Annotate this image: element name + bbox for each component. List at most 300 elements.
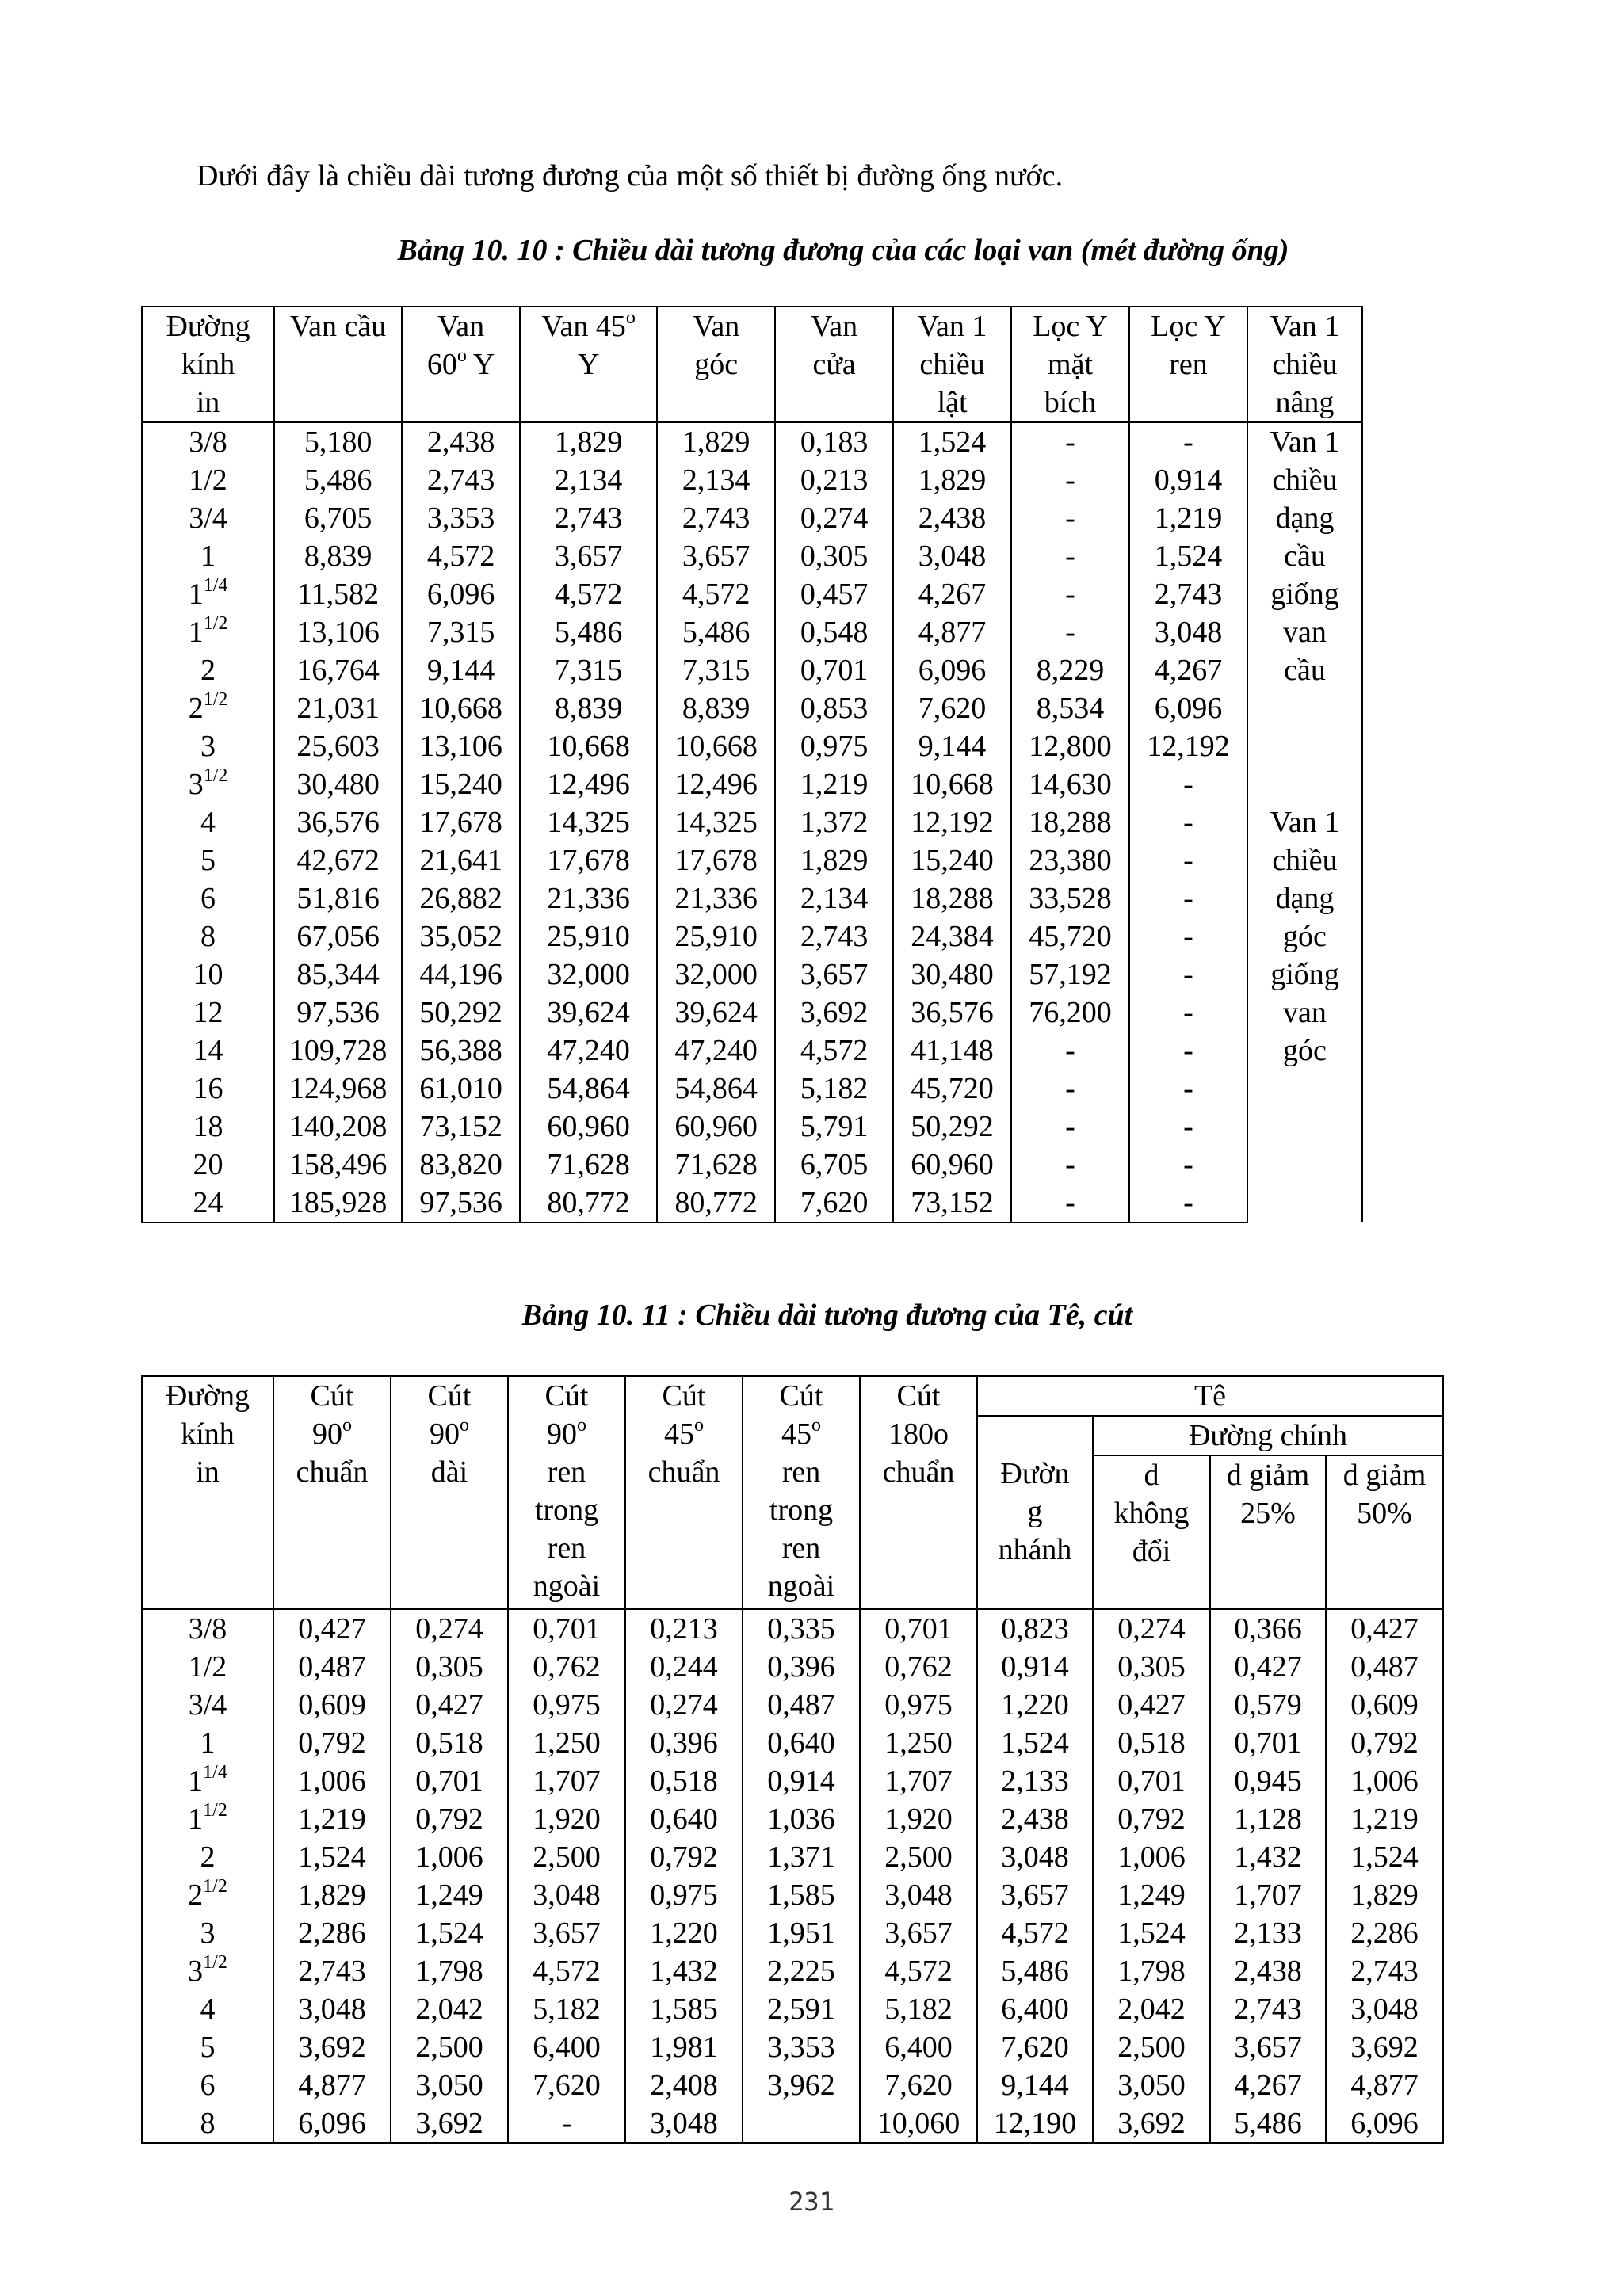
value-cell: 0,701 [860,1609,977,1648]
value-cell: - [1129,422,1247,461]
value-cell: 2,438 [977,1800,1093,1838]
diameter-cell [142,1990,273,2028]
value-cell: 6,705 [775,1146,893,1184]
value-cell: 4,572 [402,537,520,575]
value-cell: 2,134 [775,879,893,917]
diameter-value: 1 [188,1764,204,1798]
value-cell: 3,657 [520,537,657,575]
value-cell: 3,692 [775,994,893,1032]
value-cell: 1,372 [775,803,893,841]
value-cell: - [1011,575,1129,613]
value-cell: 185,928 [274,1184,402,1222]
header-line: chiều [1272,348,1338,381]
header-gate-valve [775,307,893,422]
value-cell: 97,536 [402,1184,520,1222]
value-cell: 0,427 [1326,1609,1443,1648]
header-text: 45 [664,1417,694,1451]
value-cell: - [1129,765,1247,803]
value-cell: 2,438 [402,422,520,461]
header-90-long-elbow [391,1376,508,1609]
value-cell: 1,524 [1129,537,1247,575]
diameter-cell [142,2066,273,2104]
value-cell: 0,579 [1210,1686,1326,1724]
value-cell: 4,877 [1326,2066,1443,2104]
value-cell: - [1011,1032,1129,1070]
value-cell: 7,620 [508,2066,625,2104]
header-line [743,1415,859,1453]
value-cell: 36,576 [893,994,1011,1032]
header-line: 180o [888,1417,949,1451]
value-cell: 12,190 [977,2104,1093,2143]
value-cell: 1,128 [1210,1800,1326,1838]
value-cell: 17,678 [402,803,520,841]
header-180-standard-elbow [860,1376,977,1609]
diameter-value: 4 [200,1993,216,2026]
header-45-threaded-elbow [743,1376,860,1609]
diameter-value: 8 [200,920,216,953]
value-cell: 12,800 [1011,727,1129,765]
diameter-value: 12 [193,996,223,1029]
value-cell: 32,000 [657,955,775,994]
value-cell: 0,945 [1210,1762,1326,1800]
header-text: Van 45 [541,310,626,343]
value-cell: 0,914 [743,1762,860,1800]
value-cell: 1,220 [625,1914,743,1952]
diameter-value: 4 [200,806,216,839]
value-cell: 7,620 [860,2066,977,2104]
value-cell: - [1129,994,1247,1032]
header-d-reduced-50 [1326,1455,1443,1609]
value-cell: 1,829 [775,841,893,879]
value-cell: 1,250 [860,1724,977,1762]
table-row [142,1876,1443,1914]
value-cell: 0,975 [508,1686,625,1724]
valve-table-body [142,307,1362,1222]
header-text: 45 [781,1417,812,1451]
header-line: Cút [310,1379,354,1413]
value-cell: 7,315 [520,651,657,689]
header-line: bích [1044,386,1097,419]
value-cell: 0,183 [775,422,893,461]
value-cell: 1,036 [743,1800,860,1838]
value-cell: 2,225 [743,1952,860,1990]
table-row [142,994,1362,1032]
header-line: ren [781,1455,821,1489]
value-cell: 3,657 [860,1914,977,1952]
value-cell: 4,572 [520,575,657,613]
value-cell: 3,692 [1093,2104,1210,2143]
value-cell: 10,668 [402,689,520,727]
note-line: Van 1 [1270,806,1340,839]
note-line: cầu [1284,540,1326,573]
diameter-cell [142,955,274,994]
value-cell: 7,315 [402,613,520,651]
value-cell: 4,877 [893,613,1011,651]
value-cell: 15,240 [893,841,1011,879]
header-line: chuẩn [296,1455,369,1489]
diameter-cell [142,2028,273,2066]
value-cell: - [1011,537,1129,575]
value-cell: 0,701 [1210,1724,1326,1762]
diameter-cell [142,461,274,499]
header-diameter [142,1376,273,1609]
header-line: kính [181,348,235,381]
diameter-fraction: 1/2 [203,1952,227,1973]
diameter-cell [142,917,274,955]
value-cell: 33,528 [1011,879,1129,917]
diameter-value: 6 [200,2069,216,2102]
tee-table-body [142,1376,1443,2143]
value-cell: 1,524 [893,422,1011,461]
value-cell: 0,701 [391,1762,508,1800]
diameter-cell [142,879,274,917]
value-cell: 1,524 [1093,1914,1210,1952]
header-line: nhánh [998,1533,1072,1566]
value-cell: 6,096 [1326,2104,1443,2143]
value-cell: 47,240 [520,1032,657,1070]
diameter-value: 1/2 [188,1650,227,1684]
table-row [142,613,1362,651]
diameter-cell [142,1914,273,1952]
value-cell: - [1011,499,1129,537]
diameter-fraction: 1/4 [203,1762,227,1783]
diameter-value: 3 [200,730,216,763]
value-cell: - [1129,1070,1247,1108]
value-cell: 6,705 [274,499,402,537]
value-cell: 24,384 [893,917,1011,955]
table-row [142,1838,1443,1876]
value-cell: 0,213 [775,461,893,499]
diameter-value: 3 [188,1955,204,1988]
diameter-fraction: 1/2 [203,1876,227,1897]
value-cell: 1,585 [625,1990,743,2028]
value-cell: - [1011,1108,1129,1146]
header-90-threaded-elbow [508,1376,625,1609]
value-cell: 2,500 [1093,2028,1210,2066]
value-cell: 3,692 [391,2104,508,2143]
value-cell: 2,133 [977,1762,1093,1800]
value-cell: 3,353 [743,2028,860,2066]
value-cell: 2,438 [1210,1952,1326,1990]
header-line: Đườn [1000,1457,1070,1490]
diameter-fraction: 1/4 [203,575,228,596]
diameter-cell [142,1070,274,1108]
value-cell: 51,816 [274,879,402,917]
value-cell: 45,720 [1011,917,1129,955]
diameter-value: 3 [200,1917,216,1950]
header-45-standard-elbow [625,1376,743,1609]
value-cell: 3,048 [625,2104,743,2143]
value-cell: 3,048 [1129,613,1247,651]
value-cell: 14,325 [520,803,657,841]
value-cell: 57,192 [1011,955,1129,994]
value-cell: 109,728 [274,1032,402,1070]
header-line: d giảm [1342,1459,1426,1492]
header-line: dài [430,1455,468,1489]
value-cell: 25,910 [657,917,775,955]
header-main-run: Đường chính [1093,1416,1443,1455]
value-cell: 8,839 [657,689,775,727]
diameter-cell [142,994,274,1032]
value-cell: 0,518 [391,1724,508,1762]
value-cell: 1,219 [775,765,893,803]
header-spacer [978,1417,1092,1455]
value-cell: 17,678 [657,841,775,879]
value-cell: 4,877 [273,2066,391,2104]
value-cell: 6,096 [893,651,1011,689]
value-cell: 73,152 [402,1108,520,1146]
value-cell: 4,267 [893,575,1011,613]
value-cell: 15,240 [402,765,520,803]
value-cell: 61,010 [402,1070,520,1108]
value-cell: 3,050 [1093,2066,1210,2104]
value-cell: 21,641 [402,841,520,879]
header-line: Lọc Y [1033,310,1108,343]
table-row [142,422,1362,461]
header-line: Cút [544,1379,589,1413]
table1-caption: Bảng 10. 10 : Chiều dài tương đương của các loại van (mét đường ống) [397,234,1289,267]
value-cell: - [508,2104,625,2143]
value-cell: 1,920 [508,1800,625,1838]
value-cell: 0,975 [775,727,893,765]
value-cell: 1,524 [977,1724,1093,1762]
value-cell: 1,220 [977,1686,1093,1724]
value-cell: 9,144 [977,2066,1093,2104]
value-cell: 18,288 [1011,803,1129,841]
table-row [142,2066,1443,2104]
value-cell: 0,305 [775,537,893,575]
value-cell: 35,052 [402,917,520,955]
header-text: 60 [426,348,457,381]
diameter-cell [142,1838,273,1876]
table-row [142,765,1362,803]
diameter-value: 5 [200,2031,216,2064]
value-cell: 2,133 [1210,1914,1326,1952]
value-cell: 1,707 [1210,1876,1326,1914]
table-row [142,1990,1443,2028]
diameter-value: 10 [193,958,223,991]
value-cell: 73,152 [893,1184,1011,1222]
note-line: dạng [1275,882,1335,915]
table-row [142,2028,1443,2066]
value-cell: 0,244 [625,1648,743,1686]
value-cell: 5,486 [657,613,775,651]
diameter-value: 16 [193,1072,223,1105]
value-cell: 1,219 [273,1800,391,1838]
value-cell: 1,798 [391,1952,508,1990]
header-line [274,1415,390,1453]
diameter-value: 1 [188,1802,204,1836]
header-line: Van cầu [289,310,387,343]
value-cell: 4,572 [775,1032,893,1070]
table-row [142,1070,1362,1108]
value-cell: 5,791 [775,1108,893,1146]
value-cell: 3,048 [977,1838,1093,1876]
note-line: giống [1270,958,1339,991]
tee-table-header-row-1 [142,1376,1443,1416]
value-cell: 12,192 [893,803,1011,841]
header-text: 90 [547,1417,577,1451]
diameter-value: 3/4 [189,502,227,535]
value-cell: 30,480 [893,955,1011,994]
value-cell: 1,006 [1093,1838,1210,1876]
note-line: dạng [1275,502,1335,535]
value-cell: 1,798 [1093,1952,1210,1990]
table-row [142,1609,1443,1648]
diameter-fraction: 1/2 [203,689,228,710]
diameter-value: 18 [193,1110,223,1143]
value-cell: 23,380 [1011,841,1129,879]
diameter-cell [142,727,274,765]
value-cell: 13,106 [274,613,402,651]
header-line [626,1415,742,1453]
value-cell: 1,524 [391,1914,508,1952]
header-line: không [1113,1497,1190,1530]
table-row [142,499,1362,537]
value-cell: 1,920 [860,1800,977,1838]
header-line: lật [937,386,968,419]
value-cell: 5,486 [274,461,402,499]
value-cell: 71,628 [657,1146,775,1184]
value-cell: 21,336 [520,879,657,917]
header-line: chuẩn [647,1455,720,1489]
value-cell: 21,031 [274,689,402,727]
value-cell: 0,427 [273,1609,391,1648]
table-row [142,1762,1443,1800]
value-cell: 2,743 [657,499,775,537]
value-cell: 0,853 [775,689,893,727]
value-cell: - [1011,461,1129,499]
value-cell: - [1011,422,1129,461]
header-line: nâng [1275,386,1335,419]
value-cell: 0,427 [391,1686,508,1724]
diameter-value: 1 [200,540,216,573]
diameter-value: 20 [193,1148,223,1181]
page-number: 231 [789,2187,834,2217]
value-cell: 1,951 [743,1914,860,1952]
value-cell: - [1129,1108,1247,1146]
value-cell: 0,274 [775,499,893,537]
value-cell: 1,219 [1326,1800,1443,1838]
value-cell: 8,839 [520,689,657,727]
value-cell: 2,408 [625,2066,743,2104]
header-line: Y [577,348,600,381]
diameter-cell [142,1762,273,1800]
value-cell: 3,048 [273,1990,391,2028]
table-row [142,575,1362,613]
value-cell: 14,325 [657,803,775,841]
value-cell: 0,762 [860,1648,977,1686]
value-cell: 2,042 [1093,1990,1210,2028]
value-cell: 0,701 [508,1609,625,1648]
value-cell: 0,427 [1210,1648,1326,1686]
value-cell: 2,743 [273,1952,391,1990]
value-cell: 16,764 [274,651,402,689]
value-cell: 13,106 [402,727,520,765]
value-cell: 0,305 [1093,1648,1210,1686]
diameter-cell [142,537,274,575]
value-cell: 0,213 [625,1609,743,1648]
diameter-value: 1 [188,616,204,649]
diameter-cell [142,1724,273,1762]
table-row [142,2104,1443,2143]
value-cell: 5,182 [508,1990,625,2028]
value-cell: 3,962 [743,2066,860,2104]
table-row [142,1184,1362,1222]
diameter-value: 2 [200,654,216,687]
note-line: Van 1 [1270,425,1340,459]
value-cell: 0,548 [775,613,893,651]
value-cell: 1,432 [1210,1838,1326,1876]
value-cell: 0,792 [1326,1724,1443,1762]
table-row [142,461,1362,499]
diameter-cell [142,689,274,727]
value-cell: - [1129,955,1247,994]
header-line: chiều [919,348,985,381]
value-cell: 3,657 [977,1876,1093,1914]
table-row [142,727,1362,765]
value-cell: 36,576 [274,803,402,841]
value-cell: 0,274 [391,1609,508,1648]
header-globe-valve [274,307,402,422]
diameter-fraction: 1/2 [203,765,228,786]
header-line: chuẩn [882,1455,955,1489]
diameter-value: 3/4 [188,1688,227,1722]
value-cell: 17,678 [520,841,657,879]
value-cell: 5,182 [860,1990,977,2028]
value-cell: 2,438 [893,499,1011,537]
value-cell: - [1011,1070,1129,1108]
value-cell: 26,882 [402,879,520,917]
note-line: giống [1270,578,1339,611]
value-cell: 0,701 [775,651,893,689]
value-cell: 80,772 [520,1184,657,1222]
table-row [142,537,1362,575]
value-cell: 3,657 [508,1914,625,1952]
value-cell: - [1129,803,1247,841]
value-cell: 0,792 [1093,1800,1210,1838]
header-text: Y [466,348,495,381]
value-cell: 4,572 [860,1952,977,1990]
value-cell: 6,096 [1129,689,1247,727]
value-cell: 4,267 [1210,2066,1326,2104]
value-cell: 1,006 [391,1838,508,1876]
note-line: góc [1283,1034,1327,1067]
value-cell: 6,096 [273,2104,391,2143]
value-cell: 0,427 [1093,1686,1210,1724]
value-cell: 0,487 [273,1648,391,1686]
value-cell: 12,496 [520,765,657,803]
value-cell: 1,371 [743,1838,860,1876]
value-cell: 0,701 [1093,1762,1210,1800]
header-line: Van 1 [1270,310,1340,343]
table-row [142,651,1362,689]
value-cell: 8,534 [1011,689,1129,727]
diameter-value: 2 [200,1840,216,1874]
value-cell: 32,000 [520,955,657,994]
value-cell: 25,603 [274,727,402,765]
value-cell: 9,144 [402,651,520,689]
value-cell: 30,480 [274,765,402,803]
value-cell: 2,591 [743,1990,860,2028]
note-line: chiều [1272,844,1338,877]
value-cell: 4,572 [977,1914,1093,1952]
value-cell: 7,315 [657,651,775,689]
header-line: Cút [779,1379,823,1413]
value-cell: 11,582 [274,575,402,613]
value-cell: 76,200 [1011,994,1129,1032]
header-text: 90 [430,1417,460,1451]
